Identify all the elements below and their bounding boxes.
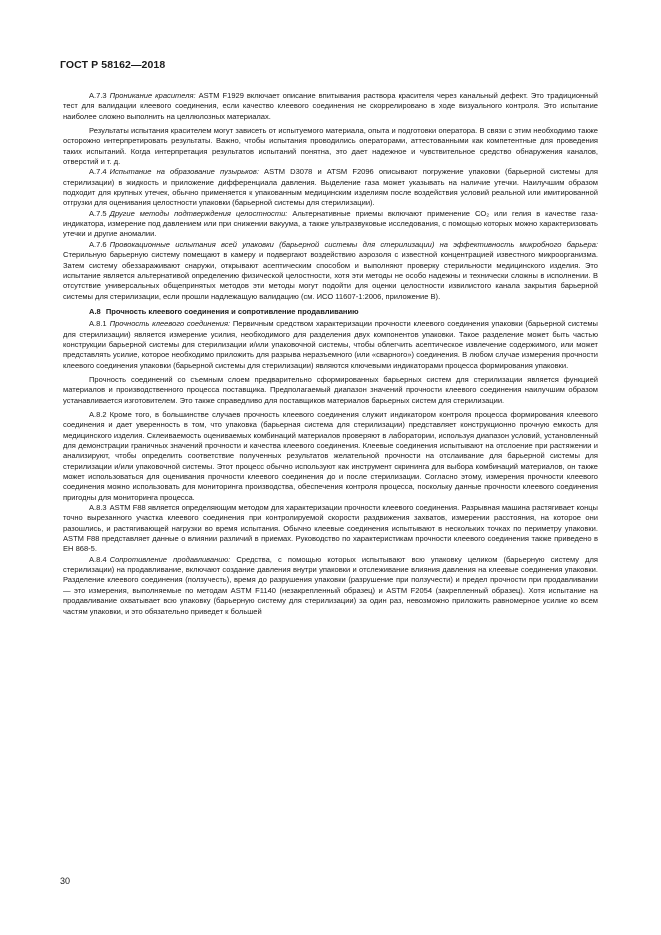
paragraph-a7-3: A.7.3 Проникание красителя: ASTM F1929 включает описание впитывания раствора красителя через канальный дефект. Это традиционный тест для валидации клеевого соединения, если качество клеевого соединения не скоррелировано в ходе визуального контроля. Это испытание наиболее сложно выполнить на целлюлозных материалах. — [63, 91, 598, 121]
document-header: ГОСТ Р 58162—2018 — [60, 59, 166, 71]
page-number: 30 — [60, 876, 71, 886]
paragraph-a7-5: A.7.5 Другие методы подтверждения целостности: Альтернативные приемы включают применение CO₂ или гелия в качестве газа-индикатора, измерение под давлением или при снижении вакуума, а также ультразвуковые исследования, с помощью которых можно характеризовать утечки и другие аномалии. — [63, 208, 598, 239]
paragraph-a7-4: A.7.4 Испытание на образование пузырьков: ASTM D3078 и ATSM F2096 описывают погружение упаковки (барьерной системы для стерилизации) в жидкость и приложение дифференциала давления. Выделение газа может указывать на наличие утечки. Наилучшим образом подходит для крупных утечек, обычно применяется к упакованным медицинским изделиям после воздействия условий реальной или имитированной отгрузки для оценивания целостности упаковки (барьерной системы для стерилизации). — [63, 167, 599, 208]
document-body — [63, 91, 598, 617]
paragraph-peel-strength: Прочность соединений со съемным слоем предварительно сформированных барьерных систем для стерилизации является функцией материалов и производственного процесса поставщика. Предполагаемый диапазон значений прочности клеевого соединения наилучшим образом устанавливается изготовителем. Это также справедливо для поставщиков материалов барьерных систем для стерилизации. — [63, 374, 598, 405]
paragraph-a7-6: A.7.6 Провокационные испытания всей упаковки (барьерной системы для стерилизации) на эффективность микробного барьера: Стерильную барьерную систему помещают в камеру и подвергают воздействию аэрозоля с известной концентрацией известного микроорганизма. Затем систему обеззараживают снаружи, открывают асептическим способом и выполняют проверку стерильности медицинского изделия. Это испытание является альтернативой определению физической целостности, хотя эти методы не особо надежны и технически сложны в исполнении. В отсутствие универсальных общепринятых методов эти методы могут подойти для оценки целостности извилистого канала закрытия барьерной системы для стерилизации, если прошли надлежащую валидацию (см. ИСО 11607-1:2006, приложение В). — [63, 239, 598, 301]
paragraph-a8-3: А.8.3 ASTM F88 является определяющим методом для характеризации прочности клеевого соединения. Разрывная машина растягивает концы точно вырезанного участка клеевого соединения при контролируемой скорости раздвижения захватов, измерении расстояния, на которое они разошлись, и растягивающей нагрузки во время испытания. Обычно клеевые соединения испытывают в нескольких точках по периметру упаковки. ASTM F88 представляет данные о влиянии различий в приемах. Руководство по характеристикам прочности клеевого соединения также приведено в ЕН 868-5. — [63, 503, 598, 554]
section-heading-a8: А.8 Прочность клеевого соединения и сопротивление продавливанию — [89, 306, 359, 316]
paragraph-a8-4: А.8.4 Сопротивление продавливанию: Средства, с помощью которых испытывают всю упаковку целиком (барьерную систему для стерилизации) на продавливание, включают создание давления внутри упаковки и отслеживание влияния давления на клеевые соединения упаковки. Разделение клеевого соединения (ползучесть), время до разрушения упаковки (разрушение при ползучести) и предел прочности при продавливании — это измерения, выполняемые по методам ASTM F1140 (незакрепленный образец) и ASTM F2054 (закрепленный образец). Хотя испытание на продавливание охватывает всю упаковку (барьерную систему для стерилизации) за один раз, невозможно приложить равномерное усилие ко всем частям упаковки, и это обязательно приведет к большей — [63, 554, 598, 616]
paragraph-a8-2: А.8.2 Кроме того, в большинстве случаев прочность клеевого соединения служит индикатором контроля процесса формирования клеевого соединения и дает уверенность в том, что упаковка (барьерная система для стерилизации) представляет конструкционно прочную емкость для медицинского изделия. Склеиваемость оцениваемых комбинаций материалов проверяют в лаборатории, используя диапазон условий, установленный для демонстрации граничных значений прочности и качества клеевого соединения. Клеевые соединения испытывают на отслоение при растяжении и анализируют, чтобы определить соответствие полученных результатов желательной прочности на отслаивание для барьерной системы для стерилизации и/или упаковочной системы. Этот процесс обычно используют как инструмент скрининга для выбора комбинаций материалов, он также может использоваться для оценивания прочности клеевого соединения до и после стерилизации. Согласно этому, измерения прочности клеевого соединения можно использовать для мониторинга производства, обеспечения контроля процесса, поскольку данные прочности клеевого соединения пригодны для мониторинга процесса. — [63, 409, 598, 502]
paragraph-dye-results: Результаты испытания красителем могут зависеть от испытуемого материала, опыта и подготовки оператора. В связи с этим необходимо также осторожно интерпретировать результаты. Важно, чтобы испытания проводились операторами, аттестованными как компетентные для проведения таких испытаний. Когда интерпретация результатов испытаний понятна, это дает надежное и чувствительное средство обнаружения каналов, отверстий и т. д. — [63, 126, 598, 167]
paragraph-a8-1: А.8.1 Прочность клеевого соединения: Первичным средством характеризации прочности клеевого соединения упаковки (барьерной системы для стерилизации) является измерение усилия, необходимого для разделения двух компонентов упаковки. Такое разделение может быть частью конструкции барьерной системы для стерилизации и/или упаковочной системы, чтобы облегчить асептическое извлечение содержимого, или может представлять усилие, которое необходимо приложить для разрыва неразъемного (или «сварного») соединения. В любом случае измерения прочности клеевого соединения упаковки (барьерной системы для стерилизации) являются ключевыми индикаторами процесса формирования упаковки. — [63, 319, 598, 370]
